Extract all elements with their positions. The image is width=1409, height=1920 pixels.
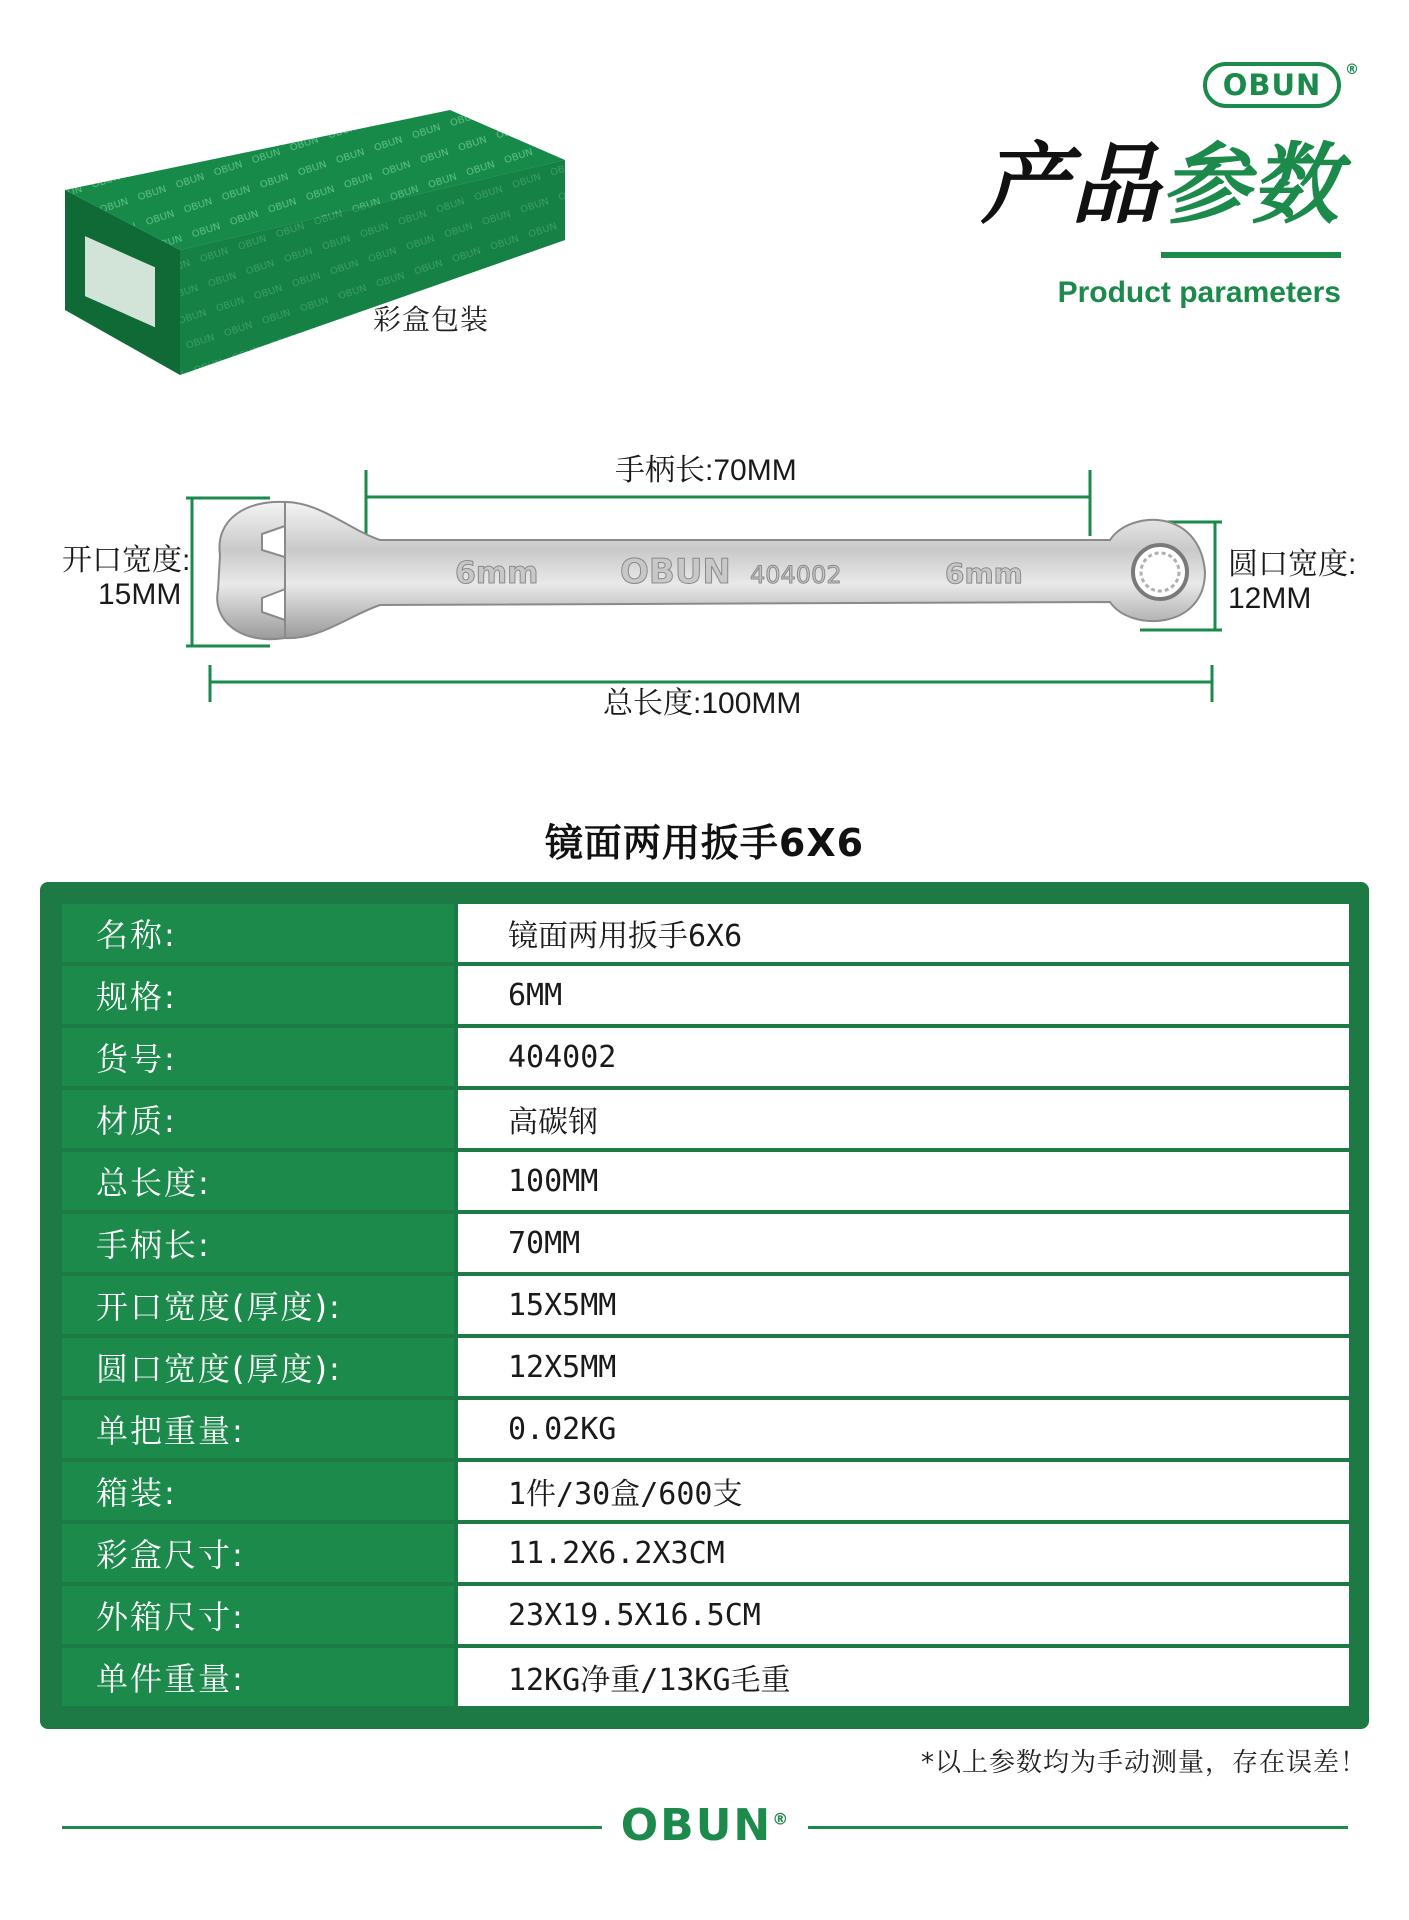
measurement-note: *以上参数均为手动测量，存在误差！ (920, 1748, 1367, 1778)
table-row (62, 1152, 1349, 1214)
param-key: 开口宽度(厚度): (62, 1276, 454, 1338)
table-row (62, 1524, 1349, 1586)
param-key: 单件重量: (62, 1648, 454, 1710)
table-row (62, 1462, 1349, 1524)
param-key: 箱装: (62, 1462, 454, 1524)
open-width-label: 开口宽度: (62, 544, 191, 577)
wrench-diagram (0, 440, 1409, 730)
table-row (62, 1648, 1349, 1710)
total-length-label: 总长度:100MM (603, 687, 802, 720)
footer-logo (618, 1800, 793, 1851)
page-subtitle: Product parameters (1057, 276, 1341, 309)
table-row (62, 1214, 1349, 1276)
handle-length-label: 手柄长:70MM (615, 454, 797, 487)
param-value: 100MM (454, 1152, 1349, 1214)
stamp-brand: OBUN (620, 552, 731, 592)
ring-width-value: 12MM (1228, 582, 1312, 615)
param-key: 外箱尺寸: (62, 1586, 454, 1648)
registered-mark: ® (1345, 62, 1359, 78)
open-width-value: 15MM (98, 578, 182, 611)
table-row (62, 1400, 1349, 1462)
footer-divider-left (62, 1826, 602, 1829)
package-box-icon (60, 100, 580, 390)
ring-width-label: 圆口宽度: (1228, 548, 1357, 581)
param-value: 1件/30盒/600支 (454, 1462, 1349, 1524)
param-value: 6MM (454, 966, 1349, 1028)
param-value: 70MM (454, 1214, 1349, 1276)
table-row (62, 904, 1349, 966)
param-value: 23X19.5X16.5CM (454, 1586, 1349, 1648)
table-row (62, 1276, 1349, 1338)
parameter-table (40, 882, 1369, 1729)
param-key: 货号: (62, 1028, 454, 1090)
param-value: 11.2X6.2X3CM (454, 1524, 1349, 1586)
page-title (980, 132, 1341, 236)
brand-logo-text: OBUN (1222, 68, 1322, 102)
footer-registered-mark: ® (772, 1809, 791, 1829)
package-image (60, 100, 580, 390)
table-row (62, 966, 1349, 1028)
param-key: 总长度: (62, 1152, 454, 1214)
param-value: 高碳钢 (454, 1090, 1349, 1152)
title-underline (1161, 252, 1341, 258)
param-key: 彩盒尺寸: (62, 1524, 454, 1586)
table-row (62, 1028, 1349, 1090)
stamp-right: 6mm (945, 557, 1023, 590)
title-green-part: 参数 (1160, 132, 1341, 236)
param-key: 圆口宽度(厚度): (62, 1338, 454, 1400)
stamp-code: 404002 (750, 561, 842, 589)
param-key: 手柄长: (62, 1214, 454, 1276)
title-black-part: 产品 (980, 132, 1161, 236)
param-key: 规格: (62, 966, 454, 1028)
footer-logo-text: OBUN (620, 1800, 773, 1851)
stamp-left: 6mm (455, 556, 539, 591)
table-row (62, 1338, 1349, 1400)
param-value: 12KG净重/13KG毛重 (454, 1648, 1349, 1710)
param-value: 0.02KG (454, 1400, 1349, 1462)
table-row (62, 1090, 1349, 1152)
param-value: 12X5MM (454, 1338, 1349, 1400)
product-heading: 镜面两用扳手6X6 (544, 821, 865, 865)
param-value: 404002 (454, 1028, 1349, 1090)
param-key: 名称: (62, 904, 454, 966)
footer-divider-right (808, 1826, 1348, 1829)
package-caption: 彩盒包装 (373, 303, 490, 336)
table-row (62, 1586, 1349, 1648)
param-value: 15X5MM (454, 1276, 1349, 1338)
param-value: 镜面两用扳手6X6 (454, 904, 1349, 966)
param-key: 材质: (62, 1090, 454, 1152)
param-key: 单把重量: (62, 1400, 454, 1462)
brand-logo (1203, 62, 1359, 108)
